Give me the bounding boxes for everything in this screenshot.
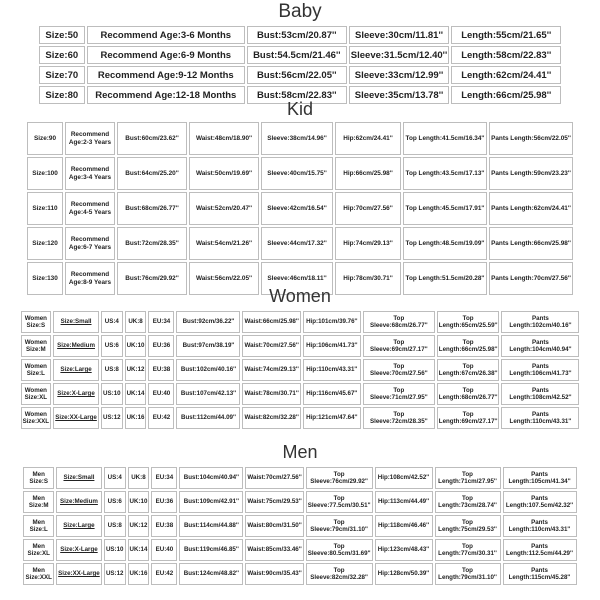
- kid-cell: Hip:70cm/27.56'': [335, 192, 401, 225]
- kid-cell: Bust:60cm/23.62'': [117, 122, 187, 155]
- men-cell: US:8: [104, 515, 126, 537]
- men-cell: US:12: [104, 563, 126, 585]
- kid-cell: Top Length:45.5cm/17.91'': [403, 192, 487, 225]
- women-cell: Women Size:XXL: [21, 407, 51, 429]
- baby-cell: Sleeve:33cm/12.99'': [349, 66, 449, 84]
- men-cell: Men Size:S: [23, 467, 53, 489]
- kid-title: Kid: [286, 99, 313, 119]
- kid-table-row: [27, 192, 573, 225]
- men-cell: Top Length:79cm/31.10'': [435, 563, 501, 585]
- kid-cell: Waist:54cm/21.26'': [189, 227, 259, 260]
- men-cell: Top Sleeve:77.5cm/30.51'': [306, 491, 373, 513]
- men-cell: Waist:70cm/27.56'': [245, 467, 303, 489]
- baby-section: [0, 0, 600, 106]
- women-cell: Hip:110cm/43.31'': [303, 359, 361, 381]
- kid-cell: Hip:78cm/30.71'': [335, 262, 401, 295]
- kid-cell: Bust:72cm/28.35'': [117, 227, 187, 260]
- baby-cell: Sleeve:35cm/13.78'': [349, 86, 449, 104]
- women-cell: Waist:82cm/32.28'': [242, 407, 300, 429]
- kid-cell: Top Length:43.5cm/17.13'': [403, 157, 487, 190]
- men-cell: Waist:90cm/35.43'': [245, 563, 303, 585]
- men-cell: Bust:124cm/48.82'': [179, 563, 243, 585]
- men-size-table: [21, 465, 578, 587]
- kid-cell: Pants Length:70cm/27.56'': [489, 262, 573, 295]
- women-title: Women: [269, 286, 331, 306]
- women-cell: Top Sleeve:70cm/27.56'': [363, 359, 435, 381]
- women-cell: Size:X-Large: [53, 383, 99, 405]
- women-cell: Size:Small: [53, 311, 99, 333]
- men-cell: Size:Medium: [56, 491, 102, 513]
- women-cell: Hip:121cm/47.64'': [303, 407, 361, 429]
- kid-cell: Bust:64cm/25.20'': [117, 157, 187, 190]
- women-cell: Top Length:67cm/26.38'': [437, 359, 500, 381]
- women-cell: Pants Length:106cm/41.73'': [501, 359, 579, 381]
- women-cell: Bust:112cm/44.09'': [176, 407, 240, 429]
- men-cell: Size:XX-Large: [56, 563, 102, 585]
- men-cell: UK:12: [128, 515, 150, 537]
- baby-cell: Bust:54.5cm/21.46'': [247, 46, 347, 64]
- men-cell: Pants Length:112.5cm/44.29'': [503, 539, 577, 561]
- women-cell: US:4: [101, 311, 123, 333]
- men-cell: UK:10: [128, 491, 150, 513]
- women-table-row: [21, 359, 580, 381]
- kid-cell: Sleeve:38cm/14.96'': [261, 122, 333, 155]
- men-cell: Waist:75cm/29.53'': [245, 491, 303, 513]
- men-cell: Hip:123cm/48.43'': [375, 539, 433, 561]
- men-table-row: [23, 467, 576, 489]
- women-cell: Waist:70cm/27.56'': [242, 335, 300, 357]
- kid-cell: Waist:48cm/18.90'': [189, 122, 259, 155]
- kid-cell: Bust:68cm/26.77'': [117, 192, 187, 225]
- men-cell: EU:38: [151, 515, 177, 537]
- men-cell: Top Sleeve:76cm/29.92'': [306, 467, 373, 489]
- women-cell: Waist:74cm/29.13'': [242, 359, 300, 381]
- kid-cell: Pants Length:56cm/22.05'': [489, 122, 573, 155]
- men-cell: Pants Length:110cm/43.31'': [503, 515, 577, 537]
- men-cell: Men Size:XL: [23, 539, 53, 561]
- kid-cell: Sleeve:40cm/15.75'': [261, 157, 333, 190]
- women-cell: Top Length:65cm/25.59'': [437, 311, 500, 333]
- baby-table-row: [39, 66, 561, 84]
- women-cell: EU:40: [148, 383, 174, 405]
- men-cell: Men Size:XXL: [23, 563, 53, 585]
- baby-cell: Size:80: [39, 86, 85, 104]
- women-cell: US:12: [101, 407, 123, 429]
- kid-cell: Hip:62cm/24.41'': [335, 122, 401, 155]
- kid-size-table: [25, 120, 575, 297]
- kid-table-row: [27, 157, 573, 190]
- baby-cell: Recommend Age:12-18 Months: [87, 86, 245, 104]
- women-cell: EU:34: [148, 311, 174, 333]
- kid-cell: Pants Length:59cm/23.23'': [489, 157, 573, 190]
- women-cell: Size:Large: [53, 359, 99, 381]
- women-cell: Top Sleeve:71cm/27.95'': [363, 383, 435, 405]
- men-table-row: [23, 491, 576, 513]
- women-cell: Hip:101cm/39.76'': [303, 311, 361, 333]
- women-cell: Bust:92cm/36.22'': [176, 311, 240, 333]
- kid-cell: Pants Length:62cm/24.41'': [489, 192, 573, 225]
- women-cell: UK:12: [125, 359, 147, 381]
- men-cell: EU:36: [151, 491, 177, 513]
- women-cell: Women Size:XL: [21, 383, 51, 405]
- men-cell: Bust:109cm/42.91'': [179, 491, 243, 513]
- kid-cell: Top Length:51.5cm/20.28'': [403, 262, 487, 295]
- kid-table-row: [27, 227, 573, 260]
- men-cell: EU:42: [151, 563, 177, 585]
- women-cell: EU:42: [148, 407, 174, 429]
- men-table-row: [23, 539, 576, 561]
- women-cell: Waist:78cm/30.71'': [242, 383, 300, 405]
- baby-size-table: [37, 24, 563, 106]
- women-cell: Top Sleeve:72cm/28.35'': [363, 407, 435, 429]
- men-title: Men: [282, 442, 318, 462]
- kid-cell: Size:90: [27, 122, 63, 155]
- women-cell: Top Length:66cm/25.98'': [437, 335, 500, 357]
- men-section: [0, 443, 600, 587]
- kid-cell: Recommend Age:8-9 Years: [65, 262, 115, 295]
- men-table-row: [23, 563, 576, 585]
- women-cell: UK:10: [125, 335, 147, 357]
- women-cell: EU:38: [148, 359, 174, 381]
- men-cell: Hip:118cm/46.46'': [375, 515, 433, 537]
- baby-cell: Bust:58cm/22.83'': [247, 86, 347, 104]
- kid-cell: Hip:74cm/29.13'': [335, 227, 401, 260]
- women-cell: Size:Medium: [53, 335, 99, 357]
- baby-cell: Length:58cm/22.83'': [451, 46, 561, 64]
- baby-cell: Size:60: [39, 46, 85, 64]
- women-cell: Pants Length:108cm/42.52'': [501, 383, 579, 405]
- women-cell: US:8: [101, 359, 123, 381]
- men-cell: Size:Small: [56, 467, 102, 489]
- men-cell: US:10: [104, 539, 126, 561]
- women-cell: Pants Length:110cm/43.31'': [501, 407, 579, 429]
- baby-table-row: [39, 46, 561, 64]
- kid-cell: Sleeve:42cm/16.54'': [261, 192, 333, 225]
- women-cell: US:10: [101, 383, 123, 405]
- baby-cell: Recommend Age:9-12 Months: [87, 66, 245, 84]
- women-section: [0, 287, 600, 431]
- kid-cell: Recommend Age:6-7 Years: [65, 227, 115, 260]
- kid-cell: Recommend Age:4-5 Years: [65, 192, 115, 225]
- kid-cell: Top Length:41.5cm/16.34'': [403, 122, 487, 155]
- baby-cell: Length:66cm/25.98'': [451, 86, 561, 104]
- men-cell: Pants Length:115cm/45.28'': [503, 563, 577, 585]
- women-cell: EU:36: [148, 335, 174, 357]
- men-cell: Hip:108cm/42.52'': [375, 467, 433, 489]
- men-cell: Top Length:73cm/28.74'': [435, 491, 501, 513]
- women-table-row: [21, 407, 580, 429]
- kid-cell: Sleeve:44cm/17.32'': [261, 227, 333, 260]
- baby-cell: Size:70: [39, 66, 85, 84]
- baby-title: Baby: [278, 1, 322, 22]
- men-cell: Top Sleeve:79cm/31.10'': [306, 515, 373, 537]
- women-cell: Bust:107cm/42.13'': [176, 383, 240, 405]
- men-cell: Size:X-Large: [56, 539, 102, 561]
- men-cell: EU:40: [151, 539, 177, 561]
- men-cell: EU:34: [151, 467, 177, 489]
- kid-cell: Waist:52cm/20.47'': [189, 192, 259, 225]
- baby-cell: Length:62cm/24.41'': [451, 66, 561, 84]
- men-table-row: [23, 515, 576, 537]
- kid-cell: Recommend Age:3-4 Years: [65, 157, 115, 190]
- women-cell: UK:14: [125, 383, 147, 405]
- men-cell: Size:Large: [56, 515, 102, 537]
- men-cell: Top Sleeve:80.5cm/31.69'': [306, 539, 373, 561]
- kid-cell: Pants Length:66cm/25.98'': [489, 227, 573, 260]
- men-cell: Bust:119cm/46.85'': [179, 539, 243, 561]
- baby-cell: Sleeve:31.5cm/12.40'': [349, 46, 449, 64]
- men-cell: Men Size:L: [23, 515, 53, 537]
- men-cell: Pants Length:105cm/41.34'': [503, 467, 577, 489]
- kid-table-row: [27, 122, 573, 155]
- men-cell: Men Size:M: [23, 491, 53, 513]
- men-cell: Bust:104cm/40.94'': [179, 467, 243, 489]
- baby-cell: Bust:56cm/22.05'': [247, 66, 347, 84]
- kid-cell: Top Length:48.5cm/19.09'': [403, 227, 487, 260]
- men-cell: US:4: [104, 467, 126, 489]
- men-cell: UK:14: [128, 539, 150, 561]
- women-cell: Top Sleeve:69cm/27.17'': [363, 335, 435, 357]
- baby-cell: Recommend Age:3-6 Months: [87, 26, 245, 44]
- women-table-row: [21, 383, 580, 405]
- baby-cell: Length:55cm/21.65'': [451, 26, 561, 44]
- men-cell: Top Length:71cm/27.95'': [435, 467, 501, 489]
- women-cell: US:6: [101, 335, 123, 357]
- women-cell: Pants Length:104cm/40.94'': [501, 335, 579, 357]
- men-cell: Top Sleeve:82cm/32.28'': [306, 563, 373, 585]
- kid-cell: Size:110: [27, 192, 63, 225]
- men-cell: Waist:80cm/31.50'': [245, 515, 303, 537]
- women-cell: Waist:66cm/25.98'': [242, 311, 300, 333]
- women-cell: Size:XX-Large: [53, 407, 99, 429]
- men-cell: Waist:85cm/33.46'': [245, 539, 303, 561]
- kid-cell: Size:120: [27, 227, 63, 260]
- women-cell: Hip:116cm/45.67'': [303, 383, 361, 405]
- men-cell: Top Length:75cm/29.53'': [435, 515, 501, 537]
- women-cell: Women Size:M: [21, 335, 51, 357]
- women-cell: Hip:106cm/41.73'': [303, 335, 361, 357]
- baby-cell: Sleeve:30cm/11.81'': [349, 26, 449, 44]
- women-cell: Women Size:S: [21, 311, 51, 333]
- women-cell: Bust:102cm/40.16'': [176, 359, 240, 381]
- kid-cell: Sleeve:46cm/18.11'': [261, 262, 333, 295]
- women-cell: Top Length:68cm/26.77'': [437, 383, 500, 405]
- women-cell: Women Size:L: [21, 359, 51, 381]
- kid-cell: Waist:56cm/22.05'': [189, 262, 259, 295]
- women-table-row: [21, 335, 580, 357]
- baby-cell: Recommend Age:6-9 Months: [87, 46, 245, 64]
- women-table-row: [21, 311, 580, 333]
- men-cell: Bust:114cm/44.88'': [179, 515, 243, 537]
- kid-cell: Recommend Age:2-3 Years: [65, 122, 115, 155]
- women-cell: UK:8: [125, 311, 147, 333]
- men-cell: Hip:128cm/50.39'': [375, 563, 433, 585]
- kid-cell: Size:130: [27, 262, 63, 295]
- men-cell: Top Length:77cm/30.31'': [435, 539, 501, 561]
- women-cell: Top Sleeve:68cm/26.77'': [363, 311, 435, 333]
- women-cell: Bust:97cm/38.19'': [176, 335, 240, 357]
- kid-cell: Size:100: [27, 157, 63, 190]
- men-cell: Pants Length:107.5cm/42.32'': [503, 491, 577, 513]
- men-cell: Hip:113cm/44.49'': [375, 491, 433, 513]
- women-cell: Pants Length:102cm/40.16'': [501, 311, 579, 333]
- men-cell: UK:8: [128, 467, 150, 489]
- men-cell: UK:16: [128, 563, 150, 585]
- kid-cell: Bust:76cm/29.92'': [117, 262, 187, 295]
- baby-table-row: [39, 26, 561, 44]
- women-cell: Top Length:69cm/27.17'': [437, 407, 500, 429]
- women-cell: UK:16: [125, 407, 147, 429]
- men-cell: US:6: [104, 491, 126, 513]
- kid-section: [0, 100, 600, 297]
- baby-cell: Size:50: [39, 26, 85, 44]
- kid-cell: Waist:50cm/19.69'': [189, 157, 259, 190]
- baby-cell: Bust:53cm/20.87'': [247, 26, 347, 44]
- women-size-table: [19, 309, 582, 431]
- kid-cell: Hip:66cm/25.98'': [335, 157, 401, 190]
